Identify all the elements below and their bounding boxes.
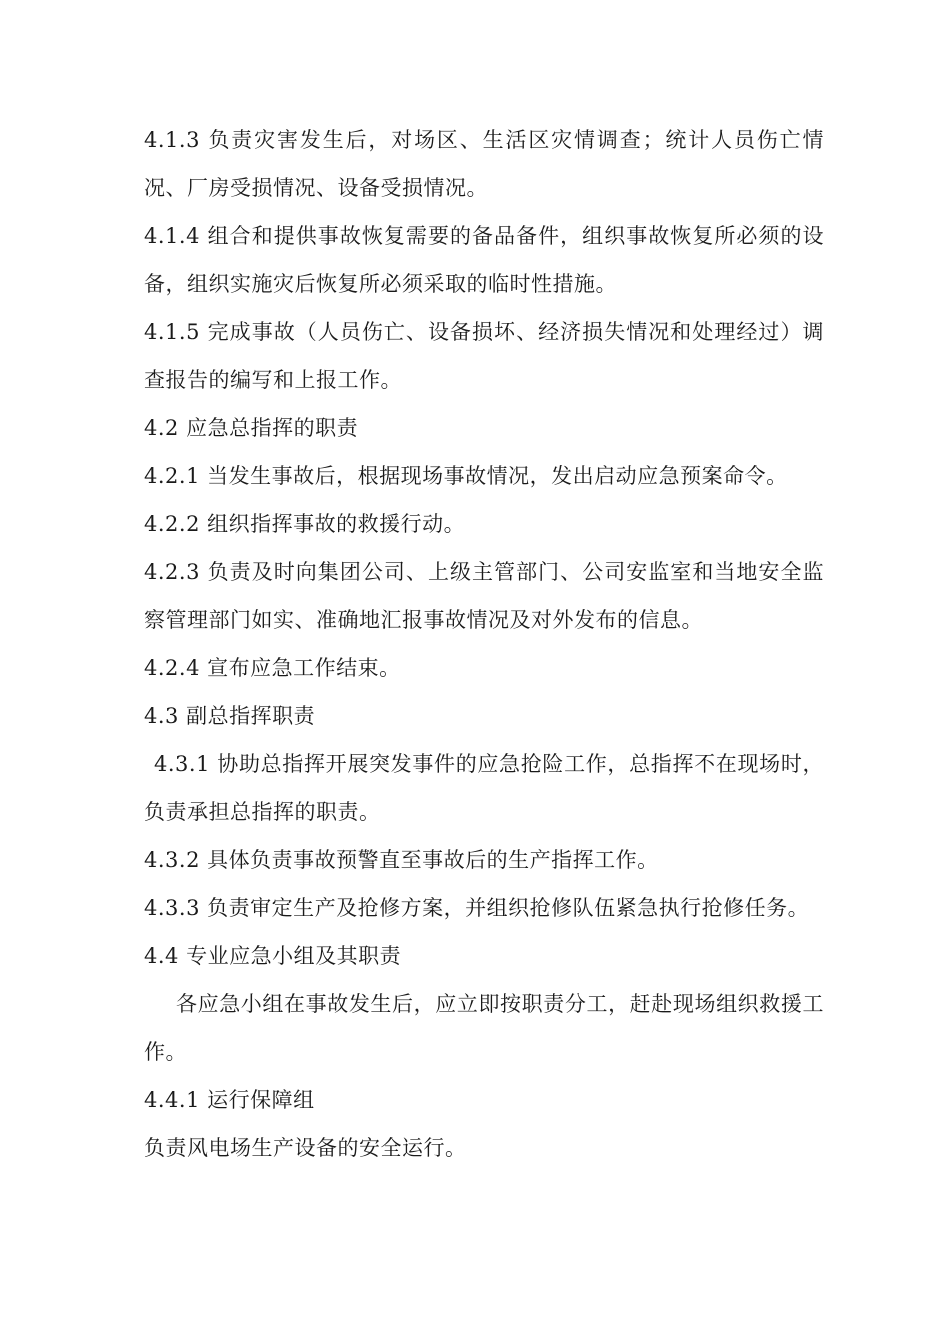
- paragraph-4-3-2: 4.3.2 具体负责事故预警直至事故后的生产指挥工作。: [144, 848, 659, 872]
- paragraph-4-1-3: 4.1.3 负责灾害发生后，对场区、生活区灾情调查；统计人员伤亡情况、厂房受损情况、设备受损情况。: [144, 128, 824, 200]
- paragraph-4-2-2: 4.2.2 组织指挥事故的救援行动。: [144, 512, 466, 536]
- paragraph-4-4-intro: 各应急小组在事故发生后，应立即按职责分工，赶赴现场组织救援工作。: [144, 992, 824, 1064]
- paragraph-4-4-1-body: 负责风电场生产设备的安全运行。: [144, 1136, 467, 1160]
- document-body: [144, 116, 824, 1172]
- paragraph-4-3-3: 4.3.3 负责审定生产及抢修方案，并组织抢修队伍紧急执行抢修任务。: [144, 896, 810, 920]
- heading-4-4: 4.4 专业应急小组及其职责: [144, 944, 402, 968]
- paragraph-4-1-4: 4.1.4 组合和提供事故恢复需要的备品备件，组织事故恢复所必须的设备，组织实施灾后恢复所必须采取的临时性措施。: [144, 224, 824, 296]
- heading-4-4-1: 4.4.1 运行保障组: [144, 1088, 315, 1112]
- heading-4-3: 4.3 副总指挥职责: [144, 704, 316, 728]
- paragraph-4-2-3: 4.2.3 负责及时向集团公司、上级主管部门、公司安监室和当地安全监察管理部门如实、准确地汇报事故情况及对外发布的信息。: [144, 560, 824, 632]
- heading-4-2: 4.2 应急总指挥的职责: [144, 416, 359, 440]
- paragraph-4-2-4: 4.2.4 宣布应急工作结束。: [144, 656, 401, 680]
- paragraph-4-1-5: 4.1.5 完成事故（人员伤亡、设备损坏、经济损失情况和处理经过）调查报告的编写和上报工作。: [144, 320, 824, 392]
- paragraph-4-2-1: 4.2.1 当发生事故后，根据现场事故情况，发出启动应急预案命令。: [144, 464, 788, 488]
- paragraph-4-3-1: 4.3.1 协助总指挥开展突发事件的应急抢险工作，总指挥不在现场时，负责承担总指挥的职责。: [144, 752, 824, 824]
